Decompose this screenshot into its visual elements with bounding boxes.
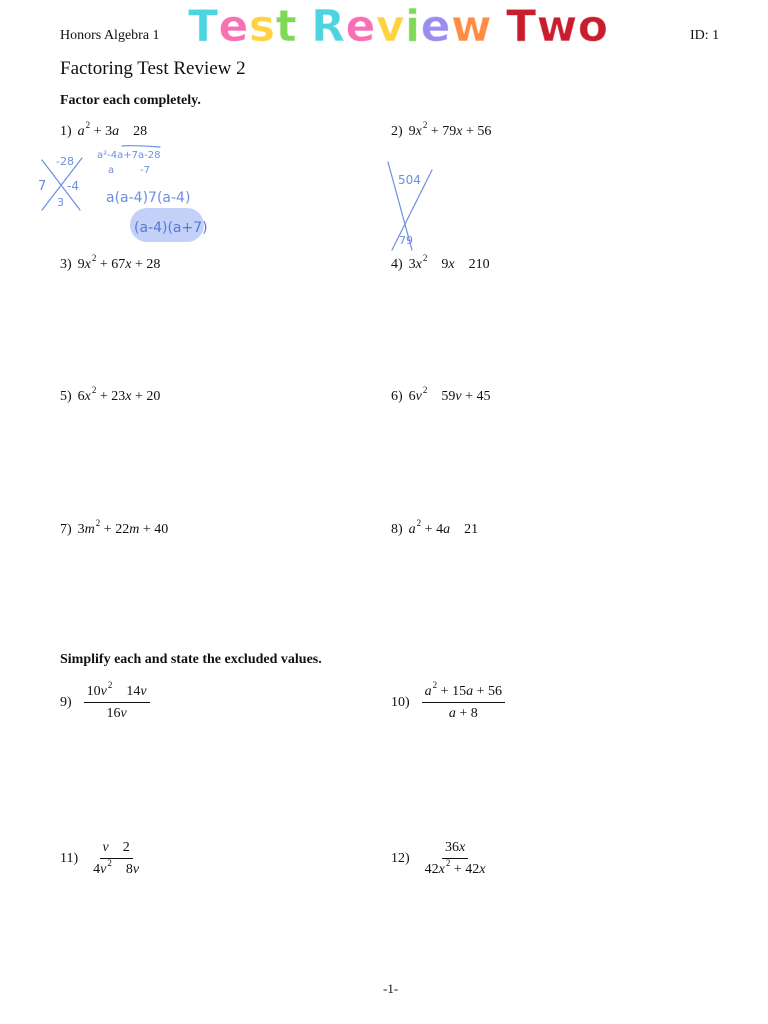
banner-letter: e — [420, 1, 451, 52]
term: + 3 — [93, 124, 113, 139]
problem-4 — [391, 253, 490, 273]
variable: x — [415, 257, 422, 272]
problem-2 — [391, 120, 492, 140]
banner-letter: i — [405, 1, 421, 52]
handwritten-step-1-denominator-right: -7 — [140, 165, 150, 176]
term: 28 — [133, 124, 148, 139]
exponent: 2 — [91, 385, 97, 395]
variable: m — [84, 522, 95, 537]
fraction — [422, 840, 489, 878]
term: + 22 — [103, 522, 130, 537]
title-banner — [188, 2, 609, 52]
term: 6 — [77, 389, 85, 404]
banner-letter: e — [345, 1, 376, 52]
handwritten-work-problem-2 — [380, 158, 440, 256]
page-number: -1- — [383, 981, 399, 996]
problem-number: 9) — [60, 695, 72, 710]
problem-number: 8) — [391, 522, 403, 537]
numerator: 36x — [442, 840, 468, 859]
x-method-left: 7 — [38, 179, 47, 194]
problem-10 — [391, 680, 505, 722]
banner-letter: o — [577, 1, 609, 52]
problem-number: 11) — [60, 851, 79, 866]
problem-9 — [60, 680, 150, 722]
term: + 79 — [430, 124, 457, 139]
variable: x — [415, 124, 422, 139]
variable: a — [443, 522, 451, 537]
variable: v — [455, 389, 462, 404]
term: + 28 — [135, 257, 161, 272]
problem-12 — [391, 840, 489, 878]
handwritten-step-2: a(a-4)7(a-4) — [106, 190, 191, 206]
worksheet-title: Factoring Test Review 2 — [60, 58, 246, 79]
numerator: v 2 — [100, 840, 133, 859]
term: 21 — [464, 522, 479, 537]
denominator: $42x^2 + 42x$ — [424, 858, 486, 877]
problem-number: 10) — [391, 695, 410, 710]
exponent: 2 — [422, 253, 428, 263]
term: 210 — [468, 257, 490, 272]
term: + 40 — [142, 522, 169, 537]
variable: x — [448, 257, 455, 272]
term: + 67 — [99, 257, 126, 272]
term: 6 — [408, 389, 416, 404]
banner-letter: w — [536, 1, 578, 52]
problem-1 — [60, 120, 148, 140]
variable: x — [84, 257, 91, 272]
term: 3 — [77, 522, 85, 537]
problem-7 — [60, 518, 169, 538]
problem-number: 5) — [60, 389, 72, 404]
problem-11 — [60, 840, 142, 878]
term: 9 — [441, 257, 449, 272]
term: 59 — [441, 389, 456, 404]
handwritten-answer: (a-4)(a+7) — [134, 220, 208, 236]
banner-letter: e — [218, 1, 249, 52]
problem-6 — [391, 385, 491, 405]
variable: a — [408, 522, 416, 537]
term: 3 — [408, 257, 416, 272]
banner-letter: s — [248, 1, 276, 52]
variable: x — [125, 257, 132, 272]
banner-letter: T — [506, 1, 537, 52]
variable: x — [84, 389, 91, 404]
problem-number: 12) — [391, 851, 410, 866]
problem-number: 3) — [60, 257, 72, 272]
variable: m — [129, 522, 140, 537]
variable: a — [77, 124, 85, 139]
banner-letter: v — [375, 1, 406, 52]
id-label: ID: 1 — [690, 28, 720, 43]
term: 9 — [77, 257, 85, 272]
term: + 56 — [466, 124, 492, 139]
problem-3 — [60, 253, 161, 273]
variable: x — [456, 124, 463, 139]
problem-number: 7) — [60, 522, 72, 537]
banner-letter: T — [188, 1, 219, 52]
exponent: 2 — [95, 518, 101, 528]
banner-letter: R — [311, 1, 346, 52]
exponent: 2 — [416, 518, 422, 528]
banner-letter: t — [275, 1, 298, 52]
fraction — [422, 680, 505, 722]
section-instruction-factor: Factor each completely. — [60, 93, 201, 108]
x-method-right: -4 — [67, 179, 79, 193]
variable: a — [112, 124, 120, 139]
x-method-top: -28 — [56, 155, 74, 168]
banner-letter: w — [450, 1, 493, 52]
exponent: 2 — [422, 385, 428, 395]
term: + 4 — [424, 522, 444, 537]
denominator: a + 8 — [448, 706, 478, 721]
fraction — [90, 840, 142, 878]
problem-number: 1) — [60, 124, 72, 139]
handwritten-step-1: a²-4a+7a-28 — [97, 150, 161, 161]
numerator: $10v^2$ 14v — [84, 684, 150, 703]
exponent: 2 — [422, 120, 428, 130]
denominator: 16v — [106, 706, 127, 721]
variable: v — [415, 389, 422, 404]
problem-5 — [60, 385, 161, 405]
term: + 45 — [465, 389, 491, 404]
problem-8 — [391, 518, 479, 538]
term: + 20 — [135, 389, 161, 404]
handwritten-work-problem-1 — [30, 140, 220, 250]
x-method-bottom: 3 — [57, 196, 64, 209]
x-method-bottom: 79 — [399, 234, 413, 247]
x-method-top: 504 — [398, 173, 421, 187]
section-instruction-simplify: Simplify each and state the excluded values. — [60, 652, 322, 667]
variable: x — [125, 389, 132, 404]
term: + 23 — [99, 389, 126, 404]
denominator: $4v^2$ 8v — [93, 858, 140, 877]
numerator: $a^2 + 15a + 56$ — [422, 684, 505, 703]
fraction — [84, 680, 150, 722]
handwritten-step-1-denominator-left: a — [108, 165, 115, 176]
problem-number: 2) — [391, 124, 403, 139]
exponent: 2 — [91, 253, 97, 263]
course-name: Honors Algebra 1 — [60, 28, 160, 43]
problem-number: 4) — [391, 257, 403, 272]
term: 9 — [408, 124, 416, 139]
exponent: 2 — [85, 120, 91, 130]
problem-number: 6) — [391, 389, 403, 404]
